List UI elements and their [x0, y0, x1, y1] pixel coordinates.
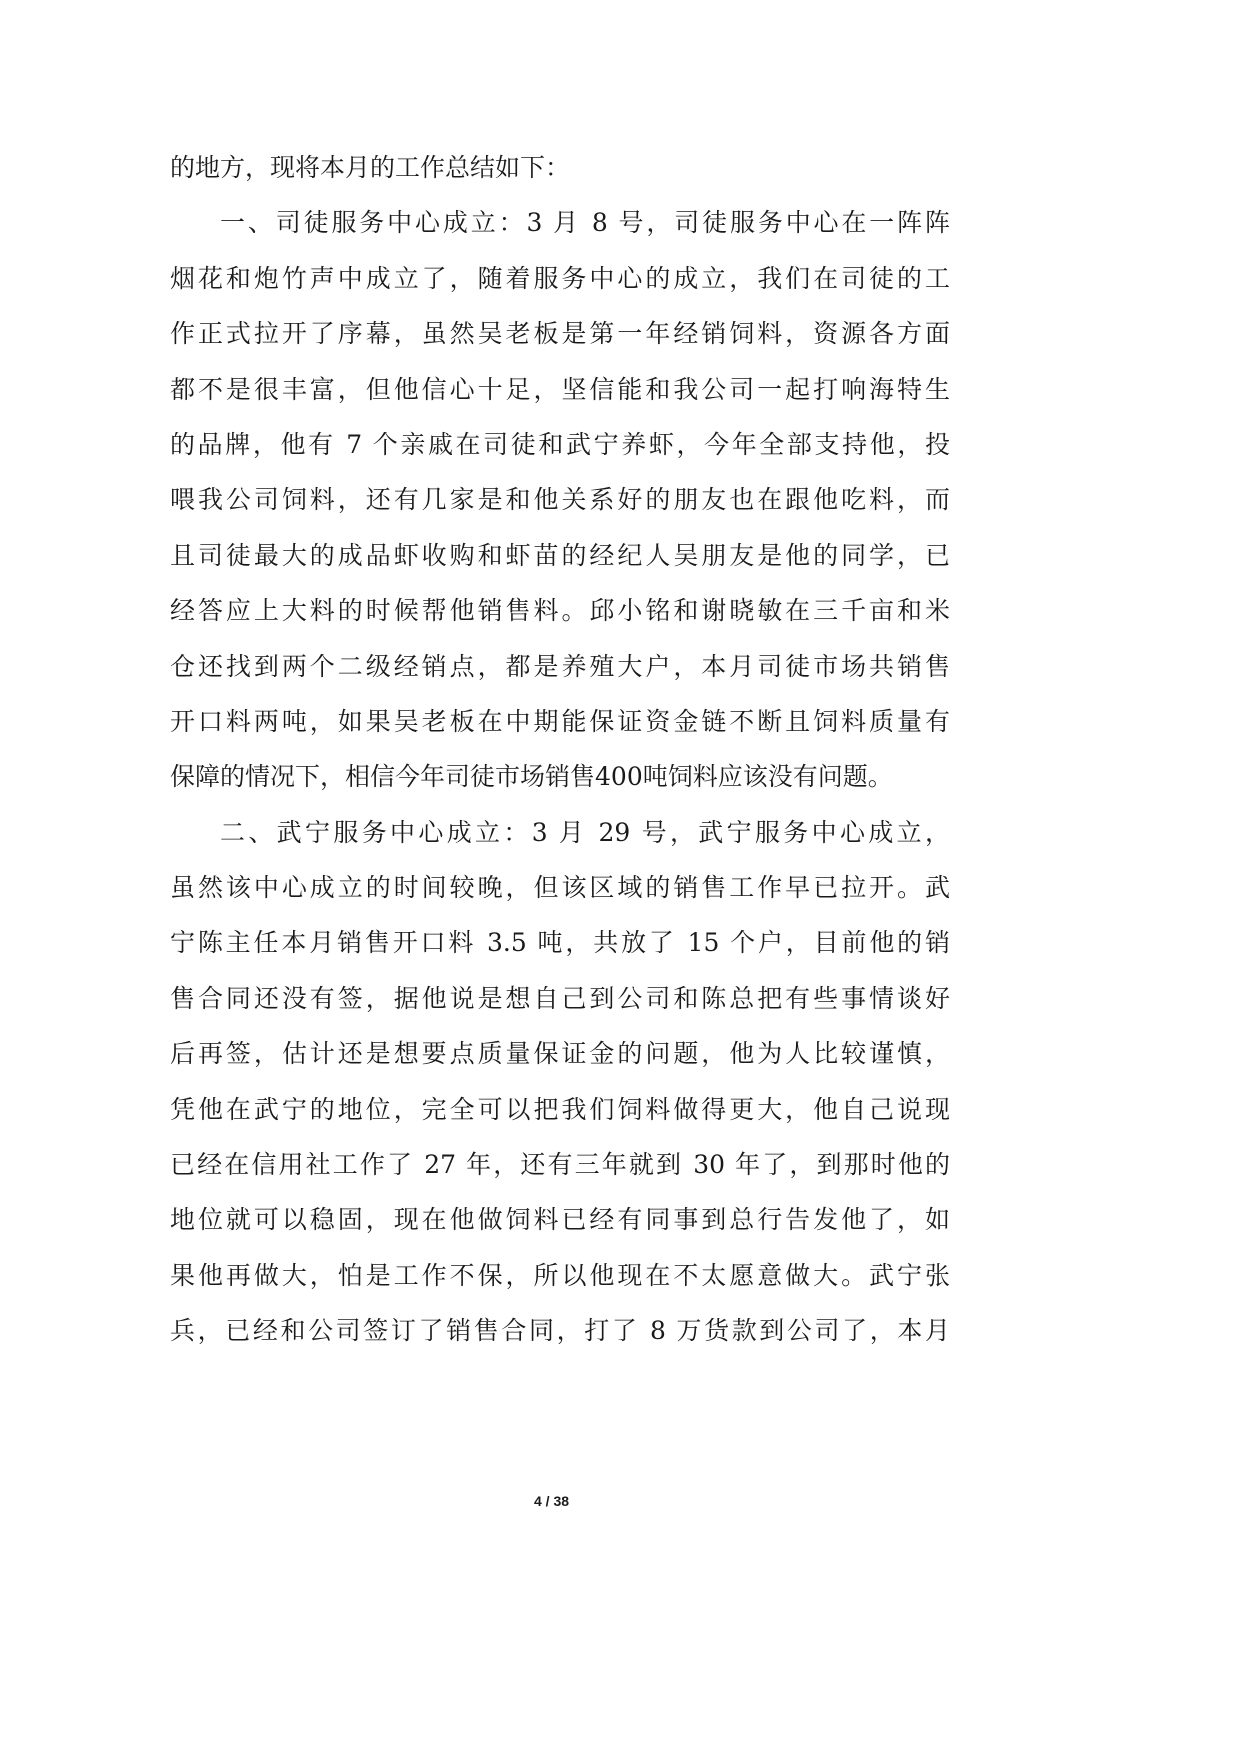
- text-line: 经答应上大料的时候帮他销售料。邱小铭和谢晓敏在三千亩和米: [170, 596, 950, 626]
- text-line: 作正式拉开了序幕，虽然吴老板是第一年经销饲料，资源各方面: [170, 319, 950, 349]
- text-line: 的品牌，他有 7 个亲戚在司徒和武宁养虾，今年全部支持他，投: [170, 429, 950, 459]
- text-line: 虽然该中心成立的时间较晚，但该区域的销售工作早已拉开。武: [170, 873, 950, 903]
- text-line: 烟花和炮竹声中成立了，随着服务中心的成立，我们在司徒的工: [170, 263, 950, 293]
- text-line: 且司徒最大的成品虾收购和虾苗的经纪人吴朋友是他的同学，已: [170, 540, 950, 570]
- text-line: 售合同还没有签，据他说是想自己到公司和陈总把有些事情谈好: [170, 983, 950, 1013]
- body-text: [170, 140, 950, 1359]
- text-line: 地位就可以稳固，现在他做饲料已经有同事到总行告发他了，如: [170, 1205, 950, 1235]
- text-line: 保障的情况下，相信今年司徒市场销售400吨饲料应该没有问题。: [170, 762, 893, 792]
- text-line: 仓还找到两个二级经销点，都是养殖大户，本月司徒市场共销售: [170, 651, 950, 681]
- page-number: 4 / 38: [533, 1493, 570, 1509]
- text-line: 都不是很丰富，但他信心十足，坚信能和我公司一起打响海特生: [170, 374, 950, 404]
- text-line: 开口料两吨，如果吴老板在中期能保证资金链不断且饲料质量有: [170, 706, 950, 736]
- text-line: 二、武宁服务中心成立：3 月 29 号，武宁服务中心成立，: [220, 817, 950, 847]
- text-line: 兵，已经和公司签订了销售合同，打了 8 万货款到公司了，本月: [170, 1316, 950, 1346]
- text-line: 宁陈主任本月销售开口料 3.5 吨，共放了 15 个户，目前他的销: [170, 928, 950, 958]
- text-line: 的地方，现将本月的工作总结如下：: [170, 153, 571, 182]
- text-line: 一、司徒服务中心成立：3 月 8 号，司徒服务中心在一阵阵: [220, 208, 950, 238]
- text-line: 喂我公司饲料，还有几家是和他关系好的朋友也在跟他吃料，而: [170, 485, 950, 515]
- text-line: 凭他在武宁的地位，完全可以把我们饲料做得更大，他自己说现: [170, 1094, 950, 1124]
- text-line: 已经在信用社工作了 27 年，还有三年就到 30 年了，到那时他的: [170, 1150, 950, 1180]
- text-line: 果他再做大，怕是工作不保，所以他现在不太愿意做大。武宁张: [170, 1260, 950, 1290]
- text-line: 后再签，估计还是想要点质量保证金的问题，他为人比较谨慎，: [170, 1039, 950, 1069]
